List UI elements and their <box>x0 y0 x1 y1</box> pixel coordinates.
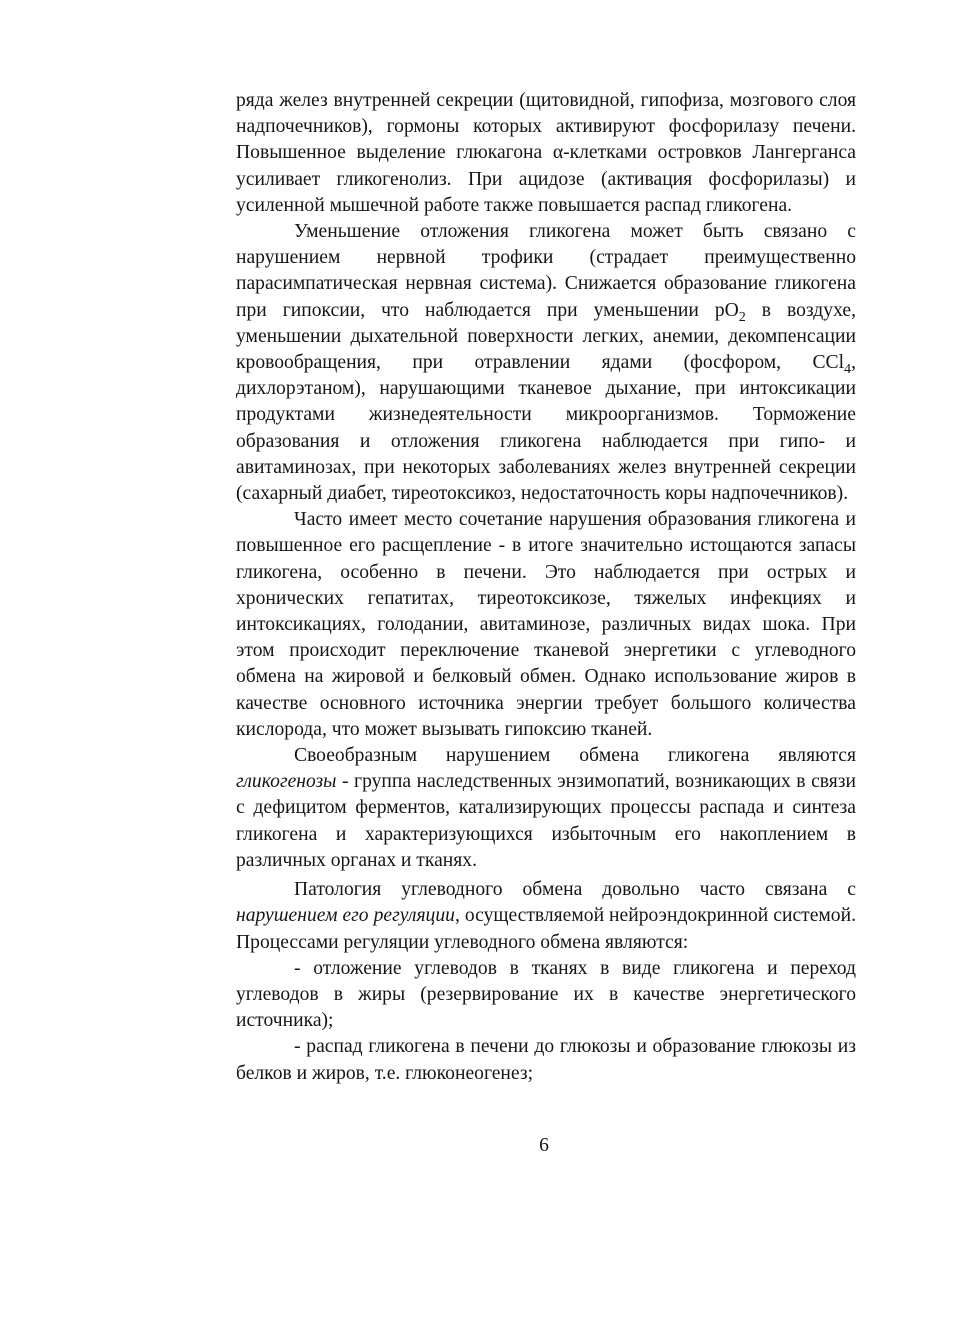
term-glycogenoses: гликогенозы <box>236 771 337 793</box>
paragraph-4-text-a: Своеобразным нарушением обмена гликогена являются <box>294 745 856 767</box>
paragraph-1: ряда желез внутренней секреции (щитовидной, гипофиза, мозгового слоя надпочечников), гормоны которых активируют фосфорилазу печени. Повышенное выделение глюкагона α-клетками островков Лангерганса усиливает гликогенолиз. При ацидозе (активация фосфорилазы) и усиленной мышечной работе также повышается распад гликогена. <box>236 90 856 216</box>
paragraph-4 <box>236 743 856 874</box>
subscript-2: 2 <box>738 308 746 325</box>
list-item-2: - распад гликогена в печени до глюкозы и образование глюкозы из белков и жиров, т.е. глюконеогенез; <box>236 1036 856 1084</box>
list-item-1: - отложение углеводов в тканях в виде гликогена и переход углеводов в жиры (резервирование их в качестве энергетического источника); <box>236 957 856 1032</box>
paragraph-5 <box>236 877 856 956</box>
paragraph-2-text-c: , дихлорэтаном), нарушающими тканевое дыхание, при интоксикации продуктами жизнедеятельности микроорганизмов. Торможение образования и отложения гликогена наблюдается при гипо- и авитаминозах, при некоторых заболеваниях желез внутренней секреции (сахарный диабет, тиреотоксикоз, недостаточность коры надпочечников). <box>236 352 856 505</box>
page-number: 6 <box>539 1135 549 1156</box>
term-regulation-disorder: нарушением его регуляции <box>236 905 455 927</box>
paragraph-2-text-b: в воздухе, уменьшении дыхательной поверхности легких, анемии, декомпенсации кровообращения, при отравлении ядами (фосфором, CCl <box>236 299 856 374</box>
paragraph-2 <box>236 219 856 507</box>
paragraph-5-text-a: Патология углеводного обмена довольно часто связана с <box>294 879 856 901</box>
page-body <box>236 88 856 1087</box>
paragraph-4-text-b: - группа наследственных энзимопатий, возникающих в связи с дефицитом ферментов, катализирующих процессы распада и синтеза гликогена и характеризующихся избыточным его накоплением в различных органах и тканях. <box>236 771 856 871</box>
paragraph-3: Часто имеет место сочетание нарушения образования гликогена и повышенное его расщепление - в итоге значительно истощаются запасы гликогена, особенно в печени. Это наблюдается при острых и хронических гепатитах, тиреотоксикозе, тяжелых инфекциях и интоксикациях, голодании, авитаминозе, различных видах шока. При этом происходит переключение тканевой энергетики с углеводного обмена на жировой и белковый обмен. Однако использование жиров в качестве основного источника энергии требует большого количества кислорода, что может вызывать гипоксию тканей. <box>236 509 856 740</box>
subscript-4: 4 <box>844 360 852 377</box>
paragraph-2-text-a: Уменьшение отложения гликогена может быть связано с нарушением нервной трофики (страдает преимущественно парасимпатическая нервная система). Снижается образование гликогена при гипоксии, что наблюдается при уменьшении pO <box>236 221 856 321</box>
paragraph-5-text-b: , осуществляемой нейроэндокринной системой. Процессами регуляции углеводного обмена являются: <box>236 905 856 953</box>
